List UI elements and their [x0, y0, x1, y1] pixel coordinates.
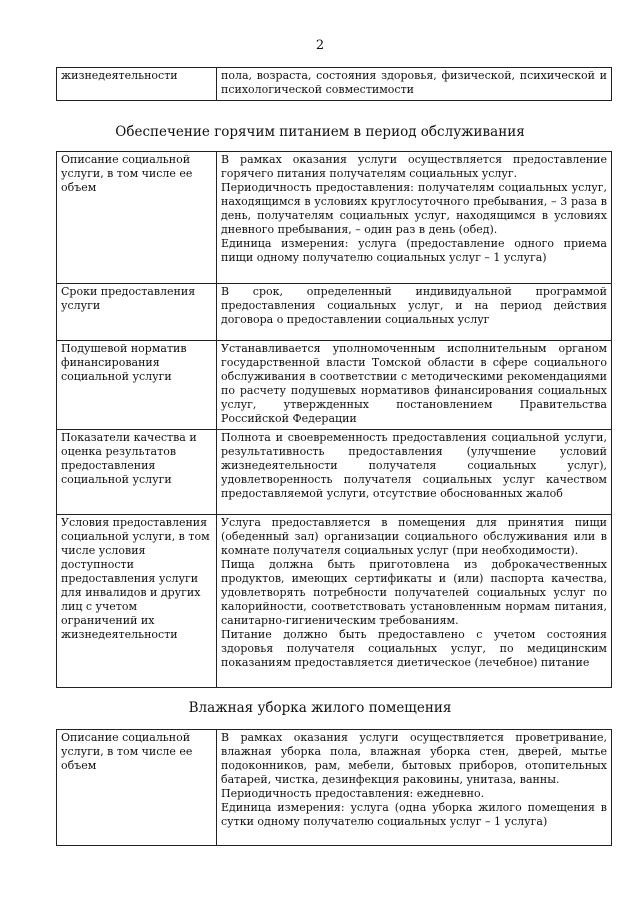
paragraph: Пища должна быть приготовлена из доброкачественных продуктов, имеющих сертификаты и (или) паспорта качества, удовлетворять потребности получателей социальных услуг по калорийности, соответствовать установленным нормам питания, санитарно-гигиеническим требованиям.: [221, 558, 607, 627]
section-title: Влажная уборка жилого помещения: [188, 700, 452, 716]
row-label: Описание социальной услуги, в том числе ее объем: [57, 152, 217, 284]
top-table: [56, 67, 612, 101]
row-label: Сроки предоставления услуги: [57, 284, 217, 341]
table-row: [57, 430, 612, 515]
row-value: [217, 430, 612, 515]
row-value: [217, 515, 612, 688]
paragraph: Устанавливается уполномоченным исполнительным органом государственной власти Томской области в сфере социального обслуживания в соответствии с методическими рекомендациями по расчету подушевых нормативов финансирования социальных услуг, утвержденных постановлением Правительства Российской Федерации: [221, 342, 607, 425]
paragraph: Полнота и своевременность предоставления социальной услуги, результативность предоставления (улучшение условий жизнедеятельности получателя социальных услуг), удовлетворенность получателя социальных услуг качеством предоставляемой услуги, отсутствие обоснованных жалоб: [221, 431, 607, 500]
service-table-wet-cleaning: [56, 729, 612, 846]
service-table-hot-meals: [56, 151, 612, 688]
paragraph: Периодичность предоставления: ежедневно.: [221, 787, 485, 800]
row-label: жизнедеятельности: [57, 68, 217, 101]
row-value: [217, 730, 612, 846]
paragraph: В срок, определенный индивидуальной программой предоставления социальных услуг, и на период действия договора о предоставлении социальных услуг: [221, 285, 607, 326]
paragraph: В рамках оказания услуги осуществляется предоставление горячего питания получателям социальных услуг.: [221, 153, 607, 180]
paragraph: В рамках оказания услуги осуществляется проветривание, влажная уборка пола, влажная уборка стен, дверей, мытье подоконников, рам, мебели, бытовых приборов, отопительных батарей, чистка, дезинфекция раковины, унитаза, ванны.: [221, 731, 607, 786]
paragraph: Услуга предоставляется в помещения для принятия пищи (обеденный зал) организации социального обслуживания или в комнате получателя социальных услуг (при необходимости).: [221, 516, 607, 557]
row-value: пола, возраста, состояния здоровья, физической, психической и психологической совместимости: [217, 68, 612, 101]
row-value: [217, 341, 612, 430]
table-row: [57, 730, 612, 846]
row-label: Показатели качества и оценка результатов предоставления социальной услуги: [57, 430, 217, 515]
table-row: [57, 515, 612, 688]
row-label: Подушевой норматив финансирования социальной услуги: [57, 341, 217, 430]
paragraph: Питание должно быть предоставлено с учетом состояния здоровья получателя социальных услуг, по медицинским показаниям предоставляется диетическое (лечебное) питание: [221, 628, 607, 669]
section-title: Обеспечение горячим питанием в период обслуживания: [115, 124, 525, 140]
row-value: [217, 284, 612, 341]
row-label: Описание социальной услуги, в том числе ее объем: [57, 730, 217, 846]
table-row: [57, 341, 612, 430]
table-row: [57, 152, 612, 284]
paragraph: Единица измерения: услуга (одна уборка жилого помещения в сутки одному получателю социальных услуг – 1 услуга): [221, 801, 607, 828]
table-row: [57, 68, 612, 101]
page-number: 2: [315, 38, 325, 53]
table-row: [57, 284, 612, 341]
paragraph: Периодичность предоставления: получателям социальных услуг, находящимся в условиях круглосуточного пребывания, – 3 раза в день, получателям социальных услуг, находящимся в условиях дневного пребывания, – один раз в день (обед).: [221, 181, 607, 236]
row-value: [217, 152, 612, 284]
paragraph: Единица измерения: услуга (предоставление одного приема пищи одному получателю социальных услуг – 1 услуга): [221, 237, 607, 264]
row-label: Условия предоставления социальной услуги, в том числе условия доступности предоставления услуги для инвалидов и других лиц с учетом ограничений их жизнедеятельности: [57, 515, 217, 688]
